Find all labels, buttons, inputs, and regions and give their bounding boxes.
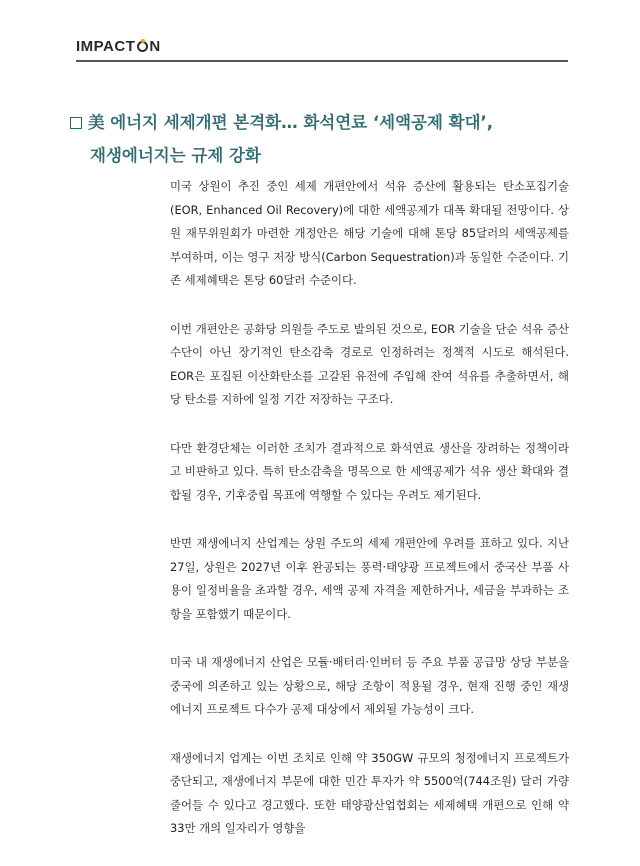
headline-line-1: 美 에너지 세제개편 본격화… 화석연료 ‘세액공제 확대’,	[88, 113, 494, 132]
logo-text-end: N	[149, 38, 161, 55]
article-headline	[70, 106, 590, 172]
logo-text-start: IMPACT	[76, 38, 136, 55]
paragraph-6: 재생에너지 업계는 이번 조치로 인해 약 350GW 규모의 청정에너지 프로젝트가 중단되고, 재생에너지 부문에 대한 민간 투자가 약 5500억(744조원) 달러 가량 줄어들 수 있다고 경고했다. 또한 태양광산업협회는 세제혜택 개편으로 인해 약 33만 개의 일자리가 영향을	[170, 750, 569, 835]
header-rule	[76, 60, 568, 62]
paragraph-3: 다만 환경단체는 이러한 조치가 결과적으로 화석연료 생산을 장려하는 정책이라고 비판하고 있다. 특히 탄소감축을 명목으로 한 세액공제가 석유 생산 확대와 결합될 경우, 기후중립 목표에 역행할 수 있다는 우려도 제기된다.	[170, 440, 569, 502]
paragraph-5: 미국 내 재생에너지 산업은 모듈·배터리·인버터 등 주요 부품 공급망 상당 부분을 중국에 의존하고 있는 상황으로, 해당 조항이 적용될 경우, 현재 진행 중인 재생에너지 프로젝트 다수가 공제 대상에서 제외될 가능성이 크다.	[170, 655, 569, 716]
article-body	[170, 175, 569, 866]
impact-on-logo	[76, 38, 161, 55]
paragraph-4: 반면 재생에너지 산업계는 상원 주도의 세제 개편안에 우려를 표하고 있다. 지난 27일, 상원은 2027년 이후 완공되는 풍력·태양광 프로젝트에서 중국산 부품 사용이 일정비율을 초과할 경우, 세액 공제 자격을 제한하거나, 세금을 부과하는 조항을 포함했기 때문이다.	[170, 536, 569, 621]
paragraph-1: 미국 상원이 추진 중인 세제 개편안에서 석유 증산에 활용되는 탄소포집기술(EOR, Enhanced Oil Recovery)에 대한 세액공제가 대폭 확대될 전망이다. 상원 재무위원회가 마련한 개정안은 해당 기술에 대해 톤당 85달러의 세액공제를 부여하며, 이는 영구 저장 방식(Carbon Sequestration)과 동일한 수준이다. 기존 세제혜택은 톤당 60달러 수준이다.	[170, 179, 569, 287]
square-bullet-icon	[70, 117, 82, 129]
headline-line-2: 재생에너지는 규제 강화	[90, 146, 261, 165]
logo-o-mark-icon	[137, 41, 148, 52]
paragraph-2: 이번 개편안은 공화당 의원들 주도로 발의된 것으로, EOR 기술을 단순 석유 증산 수단이 아닌 장기적인 탄소감축 경로로 인정하려는 정책적 시도로 해석된다. EOR은 포집된 이산화탄소를 고갈된 유전에 주입해 잔여 석유를 추출하면서, 해당 탄소를 지하에 일정 기간 저장하는 구조다.	[170, 321, 569, 406]
